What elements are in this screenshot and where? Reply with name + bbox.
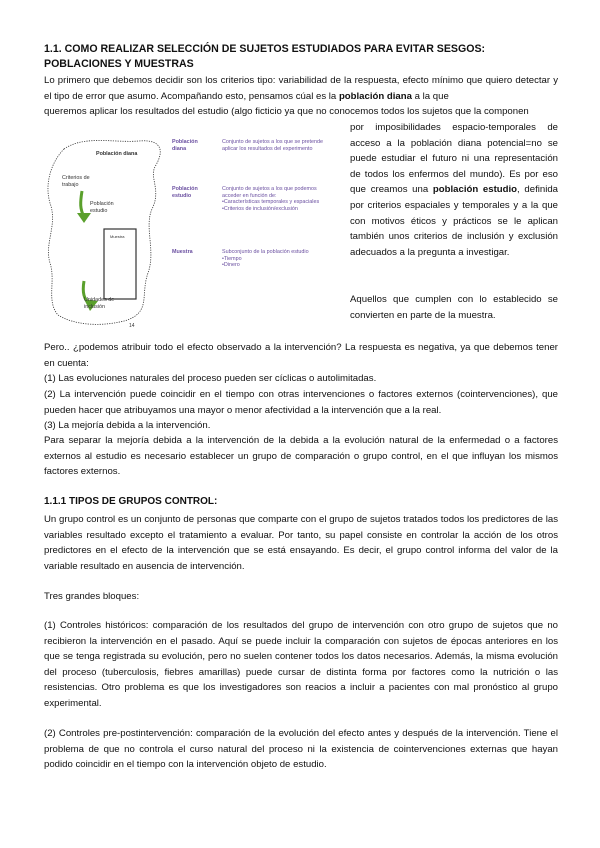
arrow-1-head bbox=[77, 213, 91, 223]
subsection-heading: 1.1.1 TIPOS DE GRUPOS CONTROL: bbox=[44, 496, 218, 507]
list-item-2: (2) La intervención puede coincidir en el tiempo con otras intervenciones o factores externos (cointervenciones), que pueden hacer que atribuyamos una mayor o menor afectividad a la intervención que a la real. bbox=[44, 389, 558, 416]
question-paragraph: Pero.. ¿podemos atribuir todo el efecto observado a la intervención? La respuesta es negativa, ya que debemos tener en cuenta: bbox=[44, 342, 558, 369]
term-poblacion-estudio: población estudio bbox=[432, 184, 518, 196]
list-item-3: (3) La mejoría debida a la intervención. bbox=[44, 420, 211, 431]
definition-paragraph: Un grupo control es un conjunto de personas que comparte con el grupo de sujetos tratados todos los predictores de las variables resultado excepto el tratamiento a evaluar. Por tanto, su papel consiste en controlar la acción de los otros predictores en el efecto de la intervención que se está ensayando. Es decir, el grupo control informa del valor de la variable resultado en ausencia de intervención. bbox=[44, 514, 558, 572]
intro-paragraph: Lo primero que debemos decidir son los criterios tipo: variabilidad de la respuesta, efecto mínimo que quiero detectar y el tipo de error que asumo. Acompañando esto, pensamos cúal es la población diana a la que bbox=[44, 75, 558, 102]
list-item-1: (1) Las evoluciones naturales del proceso pueden ser cíclicas o autolimitadas. bbox=[44, 373, 377, 384]
row-desc-1: Conjunto de sujetos a los que se pretende aplicar los resultados del experimento bbox=[222, 139, 323, 152]
row-term-3: Muestra bbox=[172, 249, 193, 255]
intro-paragraph-2: queremos aplicar los resultados del estudio (algo ficticio ya que no conocemos todos los sujetos que la componen bbox=[44, 106, 529, 117]
right-column-text: por imposibilidades espacio-temporales de acceso a la población diana potencial=no se puede estudiar el futuro ni una representación de todos los enfermos del mundo). Es por eso que creamos una población estudio, definida por criterios espaciales y temporales y a la que con motivos éticos y prácticos se le aplican también unos criterios de inclusión y exclusión adecuados a la pregunta a investigar. bbox=[350, 122, 558, 258]
right-column-text-2: Aquellos que cumplen con lo establecido se convierten en parte de la muestra. bbox=[350, 294, 558, 321]
control-paragraph: Para separar la mejoría debida a la intervención de la debida a la evolución natural de la enfermedad o a factores externos al estudio es necesario establecer un grupo de comparación o grupo control, en el que influyan los mismos factores externos. bbox=[44, 435, 558, 478]
row-term-1: Población diana bbox=[172, 139, 198, 152]
blob-label-diana: Población diana bbox=[96, 151, 138, 157]
blob-label-criterios: Criterios de trabajo bbox=[62, 175, 90, 188]
figure-page-number: 14 bbox=[129, 323, 135, 329]
blocks-intro: Tres grandes bloques: bbox=[44, 591, 140, 602]
blob-label-muestra: Muestra bbox=[110, 234, 125, 239]
population-diagram bbox=[44, 131, 342, 331]
section-title: 1.1. COMO REALIZAR SELECCIÓN DE SUJETOS ESTUDIADOS PARA EVITAR SESGOS: POBLACIONES Y MUESTRAS bbox=[44, 43, 486, 70]
blob-label-estudio: Población estudio bbox=[90, 201, 114, 214]
row-term-2: Población estudio bbox=[172, 186, 198, 199]
blob-label-unidades: Unidades de inclusión bbox=[84, 297, 115, 310]
row-desc-3: Subconjunto de la población estudio •Tiempo •Dinero bbox=[222, 249, 309, 269]
historic-controls-paragraph: (1) Controles históricos: comparación de los resultados del grupo de intervención con otro grupo de sujetos que no recibieron la intervención en el pasado. Aquí se puede incluir la comparación con sujetos de épocas anteriores en los que se tenga registrada su evolución, pero no suelen contener todos los datos necesarios. Además, la misma evolución del proceso (tuberculosis, fiebres amarillas) puede cursar de distinta forma por factores como la nutrición o las resistencias. Otro problema es que los investigadores son reacios a incluir a pacientes con mal pronóstico al grupo experimental. bbox=[44, 620, 558, 709]
pre-post-controls-paragraph: (2) Controles pre-postintervención: comparación de la evolución del efecto antes y después de la intervención. Tiene el problema de que no controla el curso natural del proceso ni la existencia de cointervenciones externas que hayan podido coincidir en el tiempo con la intervención objeto de estudio. bbox=[44, 728, 558, 771]
row-desc-2: Conjunto de sujetos a los que podemos acceder en función de: •Características temporales y espaciales •Criterios de inclusión/exclusión bbox=[222, 186, 320, 212]
term-poblacion-diana: población diana bbox=[338, 90, 412, 102]
